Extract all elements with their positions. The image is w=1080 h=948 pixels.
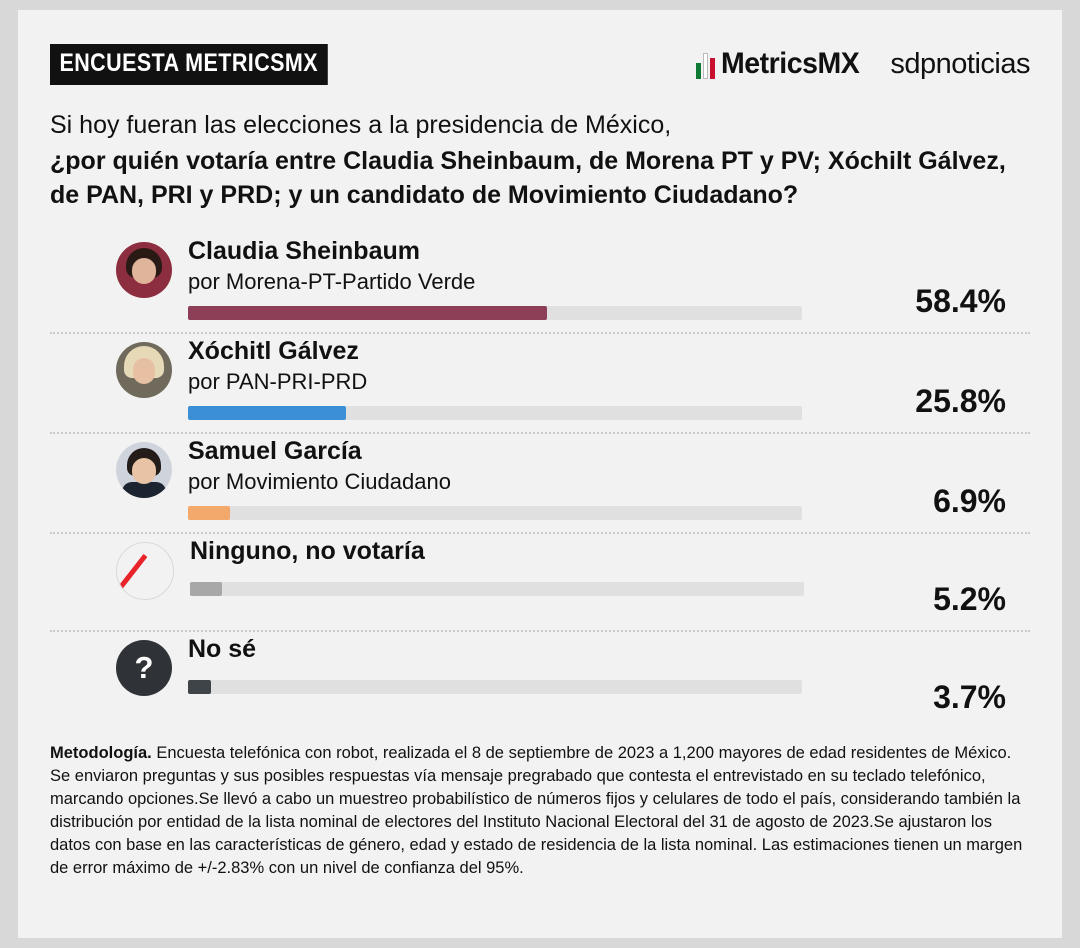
candidate-party: por PAN-PRI-PRD [188,369,368,394]
bar-fill [188,680,211,694]
question-line-1: Si hoy fueran las elecciones a la presidencia de México, [50,111,672,139]
percentage-label: 58.4% [915,283,1006,319]
candidate-name: Claudia Sheinbaum [188,237,420,265]
survey-badge: ENCUESTA METRICSMX [50,44,328,85]
bar-fill [188,506,230,520]
candidate-name: Ninguno, no votaría [190,537,425,565]
bar-fill [188,306,547,320]
question-block [50,108,1030,212]
candidate-name: Samuel García [188,437,362,465]
bar-track [190,582,804,596]
candidate-name: Xóchitl Gálvez [188,337,359,365]
candidate-name: No sé [188,635,257,663]
percentage-label: 5.2% [933,581,1006,617]
metricsmx-wordmark: MetricsMX [720,47,860,80]
photo-sheinbaum [116,242,172,298]
photo-galvez [116,342,172,398]
bar-fill [190,582,222,596]
bar-fill [188,406,346,420]
methodology-note [50,742,1030,880]
candidate-party: por Morena-PT-Partido Verde [188,269,476,294]
result-row [50,334,1030,434]
result-row [50,632,1030,728]
brand-logos [696,47,1030,81]
methodology-text: Encuesta telefónica con robot, realizada el 8 de septiembre de 2023 a 1,200 mayores de edad residentes de México. Se enviaron preguntas y sus posibles respuestas vía mensaje pregrabado que contesta el entrevistado en su teclado telefónico, marcando opciones.Se llevó a cabo un muestreo probabilístico de números fijos y celulares de todo el país, considerando también la distribución por entidad de la lista nominal de electores del Instituto Nacional Electoral del 31 de agosto de 2023.Se ajustaron los datos con base en las características de género, edad y estado de residencia de la lista nominal. Las estimaciones tienen un margen de error máximo de +/-2.83% con un nivel de confianza del 95%. [50,744,1023,877]
percentage-label: 6.9% [933,483,1006,519]
candidate-party: por Movimiento Ciudadano [188,469,451,494]
result-row [50,434,1030,534]
flag-bars-icon [696,49,715,79]
question-line-2: ¿por quién votaría entre Claudia Sheinbaum, de Morena PT y PV; Xóchilt Gálvez, de PAN, PRI y PRD; y un candidato de Movimiento Ciudadano? [50,147,1006,209]
percentage-label: 3.7% [933,679,1006,715]
card-header [50,42,1030,86]
sdpnoticias-logo: sdpnoticias [890,47,1030,80]
percentage-label: 25.8% [915,383,1006,419]
bar-track [188,306,802,320]
photo-garcia [116,442,172,498]
methodology-label: Metodología. [50,744,152,762]
poll-card [18,10,1062,938]
bar-track [188,406,802,420]
bar-track [188,680,802,694]
slash-icon [116,542,174,600]
result-row [50,234,1030,334]
result-row [50,534,1030,632]
results-list [50,234,1030,728]
bar-track [188,506,802,520]
metricsmx-logo [696,47,867,81]
question-mark-icon: ? [116,640,172,696]
